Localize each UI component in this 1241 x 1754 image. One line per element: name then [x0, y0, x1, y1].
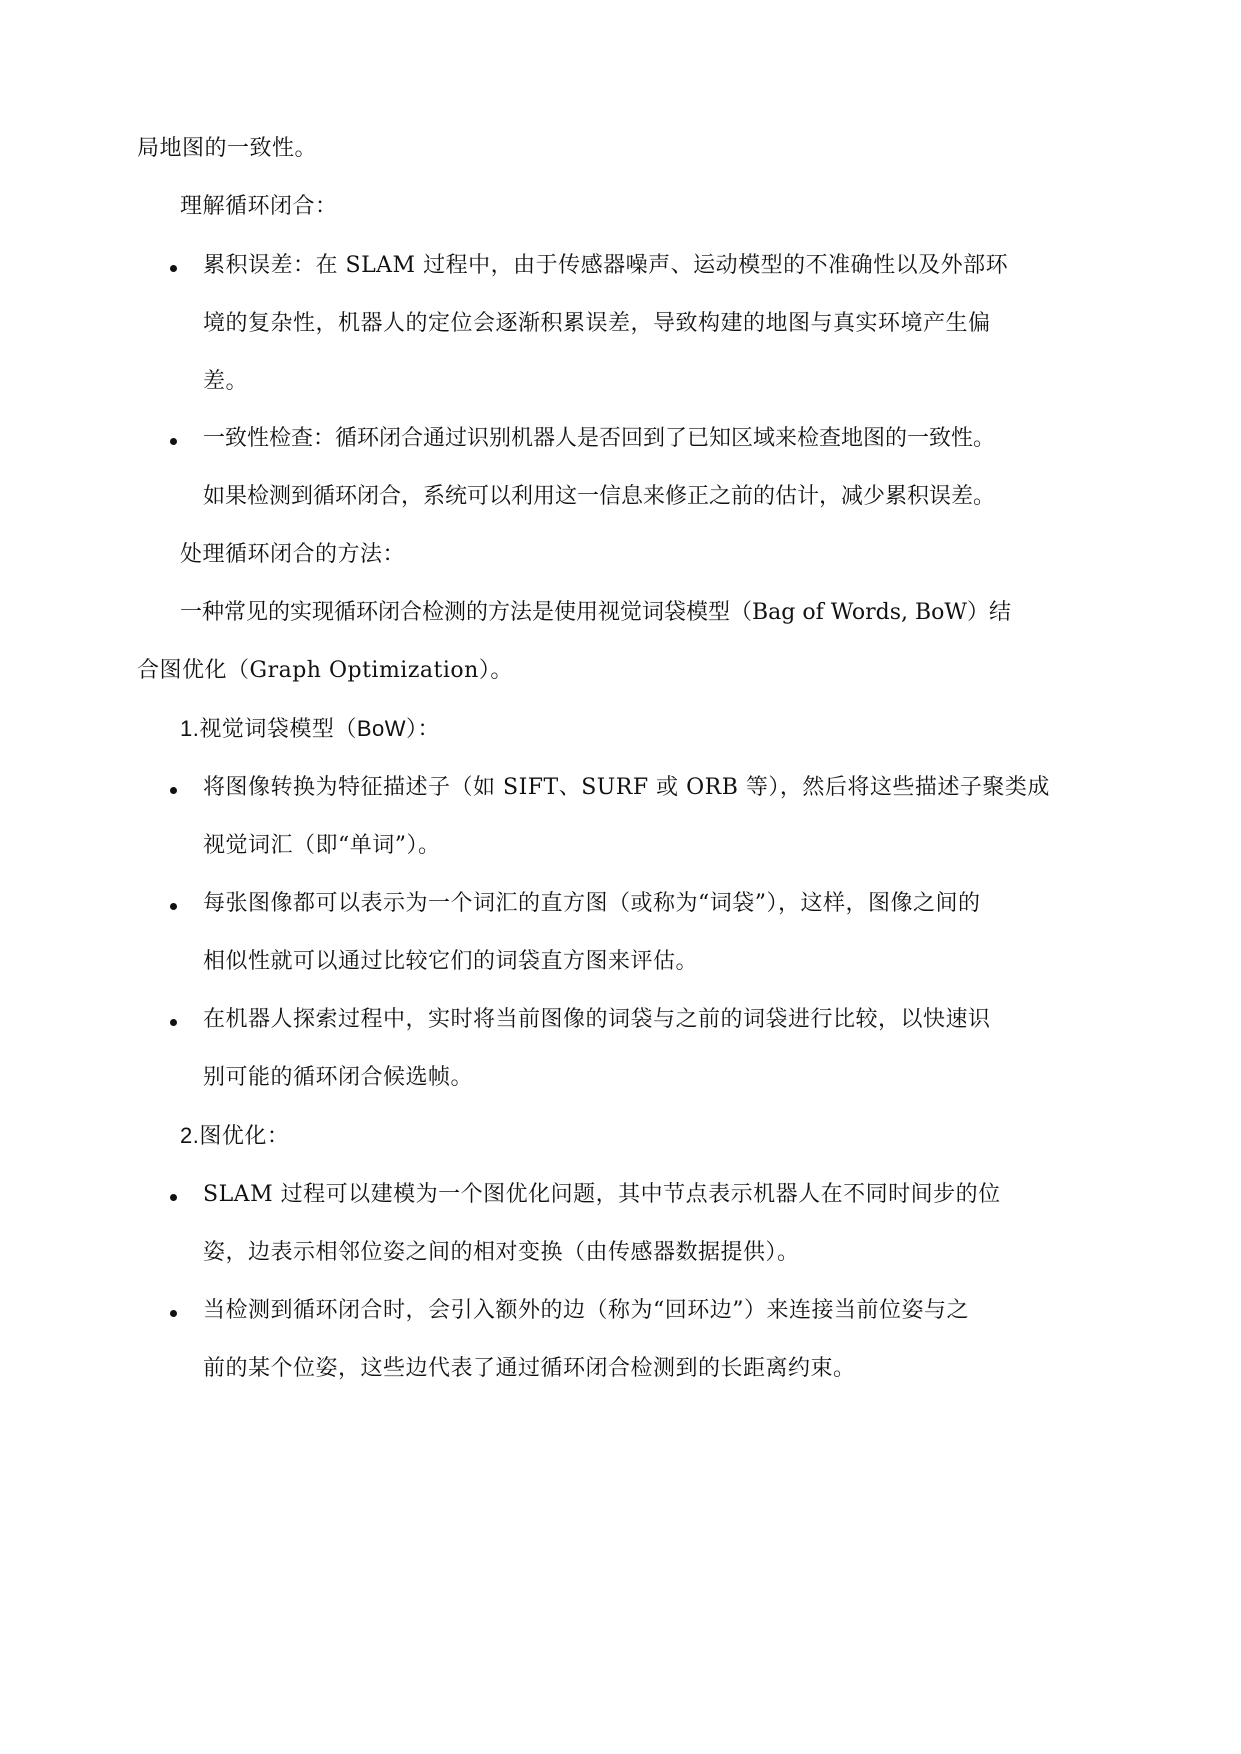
section-heading-methods: 处理循环闭合的方法：	[180, 542, 406, 567]
bullet-line: SLAM 过程可以建模为一个图优化问题，其中节点表示机器人在不同时间步的位	[203, 1182, 1001, 1207]
bullet-line: 将图像转换为特征描述子（如 SIFT、SURF 或 ORB 等），然后将这些描述子聚类成	[203, 775, 1050, 800]
bullet-line: 境的复杂性，机器人的定位会逐渐积累误差，导致构建的地图与真实环境产生偏	[203, 311, 991, 336]
paragraph-line: 一种常见的实现循环闭合检测的方法是使用视觉词袋模型（Bag of Words, BoW）结	[180, 600, 1012, 625]
intro-tail-line: 局地图的一致性。	[137, 136, 318, 161]
bullet-line: 每张图像都可以表示为一个词汇的直方图（或称为“词袋”），这样，图像之间的	[203, 891, 981, 916]
bullet-dot	[170, 787, 177, 794]
paragraph-line: 合图优化（Graph Optimization）。	[137, 658, 513, 683]
bullet-line: 视觉词汇（即“单词”）。	[203, 833, 441, 858]
bullet-dot	[170, 1310, 177, 1317]
subsection-heading-bow: 1.视觉词袋模型（BoW）：	[180, 716, 441, 741]
bullet-dot	[170, 1194, 177, 1201]
bullet-line: 前的某个位姿，这些边代表了通过循环闭合检测到的长距离约束。	[203, 1356, 856, 1381]
bullet-line: 如果检测到循环闭合，系统可以利用这一信息来修正之前的估计，减少累积误差。	[203, 484, 996, 509]
subsection-heading-graph: 2.图优化：	[180, 1123, 290, 1148]
section-heading-understand: 理解循环闭合：	[180, 194, 338, 219]
bullet-line: 当检测到循环闭合时，会引入额外的边（称为“回环边”）来连接当前位姿与之	[203, 1298, 969, 1323]
bullet-dot	[170, 265, 177, 272]
bullet-line: 差。	[203, 369, 249, 394]
bullet-dot	[170, 1019, 177, 1026]
bullet-line: 在机器人探索过程中，实时将当前图像的词袋与之前的词袋进行比较，以快速识	[203, 1007, 991, 1032]
bullet-line: 一致性检查：循环闭合通过识别机器人是否回到了已知区域来检查地图的一致性。	[203, 426, 996, 451]
bullet-dot	[170, 438, 177, 445]
bullet-line: 姿，边表示相邻位姿之间的相对变换（由传感器数据提供）。	[203, 1240, 800, 1265]
bullet-line: 相似性就可以通过比较它们的词袋直方图来评估。	[203, 949, 699, 974]
bullet-line: 别可能的循环闭合候选帧。	[203, 1065, 474, 1090]
bullet-line: 累积误差：在 SLAM 过程中，由于传感器噪声、运动模型的不准确性以及外部环	[203, 253, 1009, 278]
bullet-dot	[170, 903, 177, 910]
